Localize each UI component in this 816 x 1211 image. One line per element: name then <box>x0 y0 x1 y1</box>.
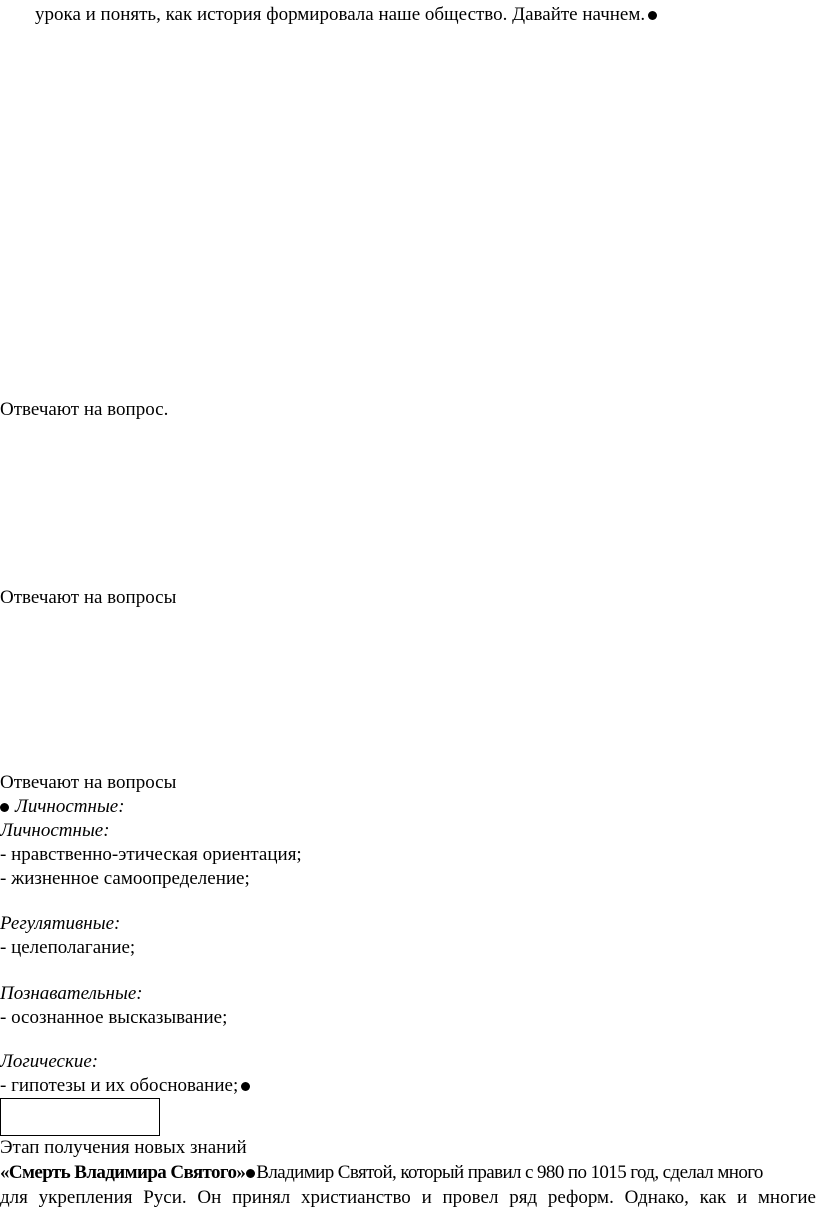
cognitive-heading: Познавательные: <box>0 983 143 1004</box>
intro-line: урока и понять, как история формировала наше общество. Давайте начнем. <box>35 3 660 27</box>
cognitive-item: - осознанное высказывание; <box>0 1007 228 1028</box>
bullet-icon <box>0 803 9 812</box>
personal-item: - нравственно-этическая ориентация; <box>0 844 302 865</box>
logical-heading: Логические: <box>0 1051 99 1072</box>
bullet-icon <box>648 11 657 20</box>
bullet-icon <box>246 1169 255 1178</box>
story-line-2: для укрепления Руси. Он принял христианство и провел ряд реформ. Однако, как и многие <box>0 1187 816 1208</box>
regulatory-heading: Регулятивные: <box>0 913 121 934</box>
answer-text-3: Отвечают на вопросы <box>0 772 177 793</box>
empty-table-cell <box>0 1098 160 1136</box>
bullet-icon <box>241 1082 250 1091</box>
personal-heading: Личностные: <box>0 820 110 841</box>
personal-item: - жизненное самоопределение; <box>0 868 250 889</box>
personal-heading-bulleted: Личностные: <box>0 795 125 819</box>
logical-item: - гипотезы и их обоснование; <box>0 1074 253 1098</box>
answer-text-1: Отвечают на вопрос. <box>0 399 169 420</box>
regulatory-item: - целеполагание; <box>0 937 136 958</box>
story-line-1: «Смерть Владимира Святого» Владимир Святой, который правил с 980 по 1015 год, сделал много <box>0 1162 763 1183</box>
stage-title: Этап получения новых знаний <box>0 1137 247 1158</box>
story-title: «Смерть Владимира Святого» <box>0 1162 246 1183</box>
answer-text-2: Отвечают на вопросы <box>0 587 177 608</box>
